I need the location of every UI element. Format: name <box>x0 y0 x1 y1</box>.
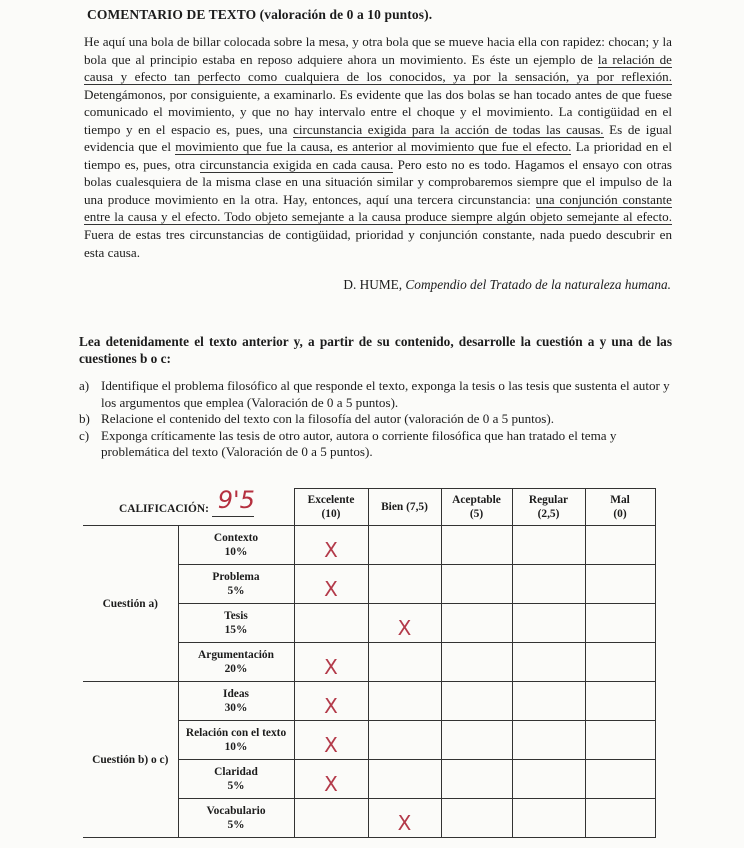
grade-cell <box>512 721 585 760</box>
column-header: Excelente (10) <box>294 489 368 526</box>
grade-cell <box>585 526 655 565</box>
criterion-weight: 10% <box>224 546 248 558</box>
criterion-weight: 10% <box>224 741 248 753</box>
underlined-passage-segment: la relación de causa y efecto tan perfecto como cualquiera de los conocidos, ya por la sensación, ya por reflexión. <box>84 51 672 85</box>
attribution-work: Compendio del Tratado de la naturaleza humana. <box>405 277 671 292</box>
grade-cell <box>441 643 512 682</box>
grade-cell <box>368 760 441 799</box>
passage-segment: La prioridad en el tiempo es, pues, otra <box>84 139 673 172</box>
passage-segment: Es de igual evidencia que el <box>84 121 672 155</box>
grade-cell <box>512 643 585 682</box>
grading-table <box>83 485 656 838</box>
grade-cell <box>512 682 585 721</box>
question-item <box>79 411 679 428</box>
column-header: Regular (2,5) <box>512 489 585 526</box>
criterion-cell <box>178 526 294 565</box>
section-label: Cuestión b) o c) <box>83 682 178 838</box>
handwritten-x-mark: X <box>324 537 338 562</box>
grade-cell <box>585 682 655 721</box>
question-item <box>79 428 679 461</box>
criterion-cell <box>178 682 294 721</box>
attribution-author: D. HUME, <box>343 277 406 292</box>
instructions: Lea detenidamente el texto anterior y, a partir de su contenido, desarrolle la cuestión a y una de las cuestiones b o c: <box>79 334 672 366</box>
grade-cell <box>368 526 441 565</box>
page-heading: COMENTARIO DE TEXTO (valoración de 0 a 10 puntos). <box>87 7 433 22</box>
criterion-weight: 30% <box>224 702 248 714</box>
grade-cell <box>512 526 585 565</box>
criterion-weight: 5% <box>227 780 245 792</box>
passage-segment: Pero esto no es todo. Hagamos el ensayo con otras bolas cualesquiera de la misma clase en una situación similar y comprobaremos siempre que el impulso de la una produce movimiento en la otra. Hay, entonces, aquí una tercera circunstancia: <box>84 156 672 207</box>
question-text: Identifique el problema filosófico al que responde el texto, exponga la tesis o las tesis que sustenta el autor y los argumentos que emplea (Valoración de 0 a 5 puntos). <box>101 378 670 410</box>
grade-cell <box>294 721 368 760</box>
grade-cell <box>512 565 585 604</box>
underlined-passage-segment: una conjunción constante entre la causa y el efecto. Todo objeto semejante a la causa produce siempre algún objeto semejante al efecto. <box>84 191 672 225</box>
grade-cell <box>441 565 512 604</box>
criterion-label: Argumentación <box>198 649 274 661</box>
column-header: Aceptable (5) <box>441 489 512 526</box>
passage-segment: Fuera de estas tres circunstancias de contigüidad, prioridad y conjunción constante, nada puedo descubrir en esta causa. <box>84 227 672 260</box>
grade-cell <box>294 682 368 721</box>
underlined-passage-segment: circunstancia exigida para la acción de todas las causas. <box>293 121 604 137</box>
grade-cell <box>585 643 655 682</box>
grade-cell <box>441 721 512 760</box>
section-label: Cuestión a) <box>83 526 178 682</box>
passage-segment: Detengámonos, por consiguiente, a examinarlo. Es evidente que las dos bolas se han tocado antes de que fuese comunicado el movimiento, y que no hay intervalo entre el choque y el movimiento. La contigüidad en el tiempo y en el espacio es, pues, una <box>84 86 672 137</box>
grade-cell <box>441 799 512 838</box>
criterion-label: Problema <box>212 571 260 583</box>
question-list <box>79 378 679 461</box>
question-letter: b) <box>79 411 90 427</box>
criterion-weight: 5% <box>227 585 245 597</box>
grade-cell <box>294 526 368 565</box>
column-header: Bien (7,5) <box>368 489 441 526</box>
criterion-weight: 20% <box>224 663 248 675</box>
question-letter: c) <box>79 427 90 443</box>
grade-cell <box>368 643 441 682</box>
criterion-label: Vocabulario <box>206 805 266 817</box>
handwritten-x-mark: X <box>324 771 338 796</box>
question-text: Relacione el contenido del texto con la filosofía del autor (valoración de 0 a 5 puntos). <box>101 411 555 427</box>
grade-cell <box>368 604 441 643</box>
attribution <box>343 277 671 293</box>
criterion-weight: 5% <box>227 819 245 831</box>
grade-cell <box>441 604 512 643</box>
grade-cell <box>294 760 368 799</box>
criterion-label: Ideas <box>223 688 249 700</box>
score-handwritten: 9'5 <box>217 485 255 514</box>
criterion-cell <box>178 760 294 799</box>
grade-cell <box>368 799 441 838</box>
criterion-cell <box>178 604 294 643</box>
grade-cell <box>512 604 585 643</box>
grade-cell <box>368 721 441 760</box>
source-text <box>84 33 672 261</box>
criterion-cell <box>178 565 294 604</box>
grade-cell <box>512 760 585 799</box>
table-row <box>83 682 655 721</box>
underlined-passage-segment: movimiento que fue la causa, es anterior al movimiento que fue el efecto. <box>175 139 572 155</box>
calificacion-label: CALIFICACIÓN: <box>119 502 209 515</box>
grade-cell <box>585 604 655 643</box>
underlined-passage-segment: circunstancia exigida en cada causa. <box>199 156 394 172</box>
table-row <box>83 526 655 565</box>
grade-cell <box>585 760 655 799</box>
grade-cell <box>585 565 655 604</box>
criterion-label: Relación con el texto <box>185 727 287 739</box>
criterion-label: Claridad <box>214 766 258 778</box>
calificacion-cell <box>83 485 294 526</box>
grade-cell <box>294 565 368 604</box>
criterion-label: Tesis <box>224 610 248 622</box>
grade-cell <box>512 799 585 838</box>
handwritten-x-mark: X <box>397 615 412 640</box>
handwritten-x-mark: X <box>397 810 412 835</box>
passage-segment: He aquí una bola de billar colocada sobre la mesa, y otra bola que se mueve hacia ella con rapidez: chocan; y la bola que al principio estaba en reposo adquiere ahora un movimiento. Es éste un ejemplo de <box>84 34 672 67</box>
criterion-weight: 15% <box>224 624 248 636</box>
grade-cell <box>441 682 512 721</box>
grade-cell <box>294 643 368 682</box>
handwritten-x-mark: X <box>324 732 338 757</box>
grade-cell <box>441 760 512 799</box>
grade-cell <box>368 565 441 604</box>
grade-cell <box>294 604 368 643</box>
question-letter: a) <box>79 378 90 393</box>
criterion-label: Contexto <box>213 532 259 544</box>
column-header: Mal (0) <box>585 489 655 526</box>
question-text: Exponga críticamente las tesis de otro autor, autora o corriente filosófica que han tratado el tema y problemática del texto (Valoración de 0 a 5 puntos). <box>101 427 617 460</box>
grade-cell <box>368 682 441 721</box>
criterion-cell <box>178 721 294 760</box>
handwritten-x-mark: X <box>324 576 338 601</box>
handwritten-x-mark: X <box>324 654 338 679</box>
handwritten-x-mark: X <box>324 693 338 718</box>
criterion-cell <box>178 643 294 682</box>
grade-cell <box>585 799 655 838</box>
grade-cell <box>294 799 368 838</box>
grade-cell <box>441 526 512 565</box>
question-item <box>79 378 679 411</box>
criterion-cell <box>178 799 294 838</box>
grade-cell <box>585 721 655 760</box>
